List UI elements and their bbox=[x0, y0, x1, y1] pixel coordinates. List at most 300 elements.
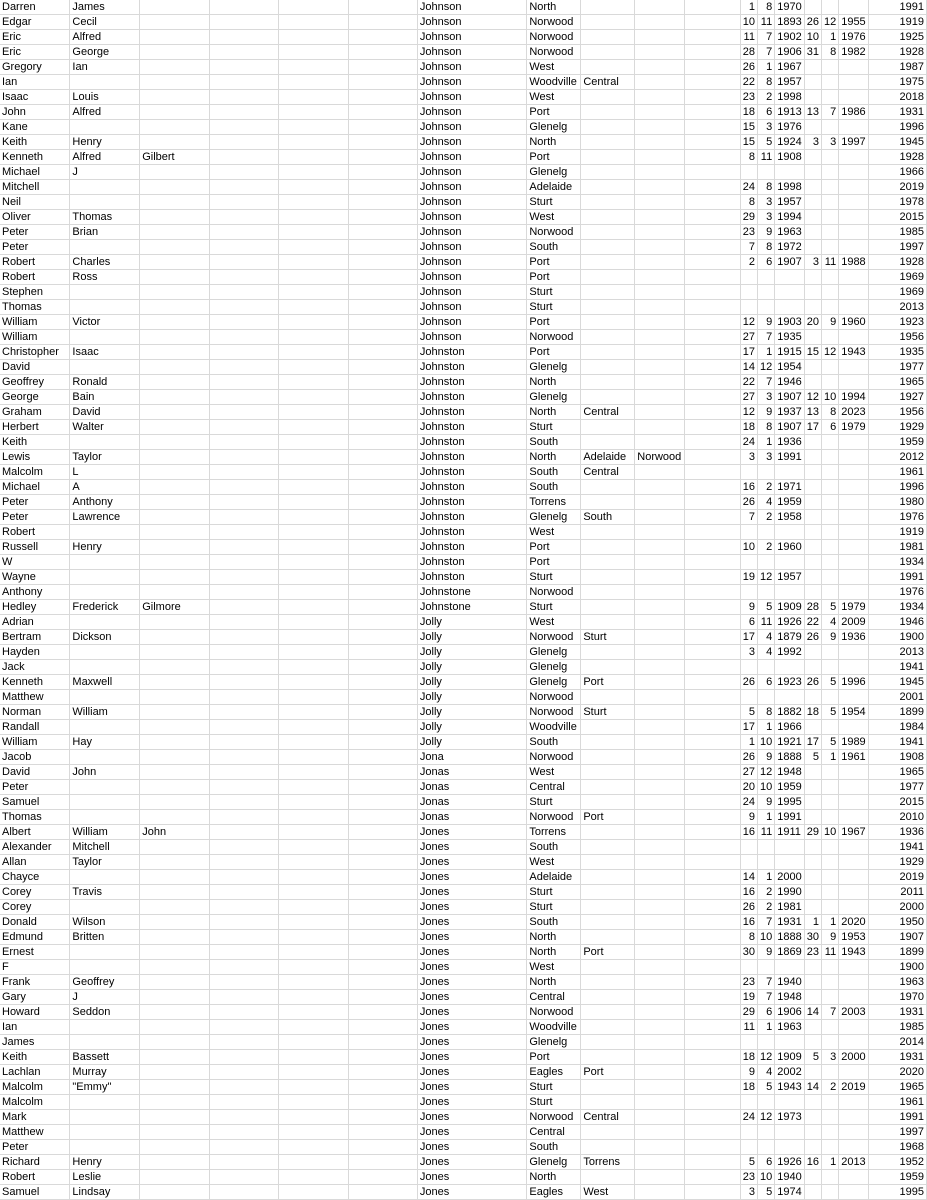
cell-club-3[interactable] bbox=[635, 840, 685, 855]
cell-birth-year[interactable] bbox=[775, 525, 804, 540]
cell-debut-year[interactable]: 1984 bbox=[869, 720, 927, 735]
cell-club-1[interactable]: Norwood bbox=[527, 15, 581, 30]
cell-birth-day[interactable]: 12 bbox=[740, 405, 757, 420]
cell-death-year[interactable]: 1986 bbox=[839, 105, 869, 120]
cell-birth-year[interactable]: 1926 bbox=[775, 615, 804, 630]
cell-empty[interactable] bbox=[279, 1035, 348, 1050]
cell-surname[interactable]: Jones bbox=[417, 1065, 526, 1080]
cell-debut-year[interactable]: 1923 bbox=[869, 315, 927, 330]
cell-empty[interactable] bbox=[685, 435, 740, 450]
cell-empty[interactable] bbox=[209, 1080, 278, 1095]
cell-death-year[interactable]: 2020 bbox=[839, 915, 869, 930]
cell-first-name[interactable]: Samuel bbox=[0, 795, 70, 810]
cell-empty[interactable] bbox=[348, 570, 417, 585]
cell-third-name[interactable] bbox=[140, 735, 210, 750]
cell-empty[interactable] bbox=[348, 1020, 417, 1035]
cell-birth-month[interactable]: 12 bbox=[757, 570, 774, 585]
cell-surname[interactable]: Jones bbox=[417, 1080, 526, 1095]
cell-surname[interactable]: Jolly bbox=[417, 630, 526, 645]
cell-death-year[interactable] bbox=[839, 360, 869, 375]
cell-third-name[interactable] bbox=[140, 195, 210, 210]
cell-death-month[interactable]: 10 bbox=[821, 390, 838, 405]
cell-death-day[interactable] bbox=[804, 525, 821, 540]
cell-empty[interactable] bbox=[685, 270, 740, 285]
cell-third-name[interactable] bbox=[140, 435, 210, 450]
cell-surname[interactable]: Jones bbox=[417, 1185, 526, 1200]
cell-club-1[interactable]: Torrens bbox=[527, 495, 581, 510]
cell-birth-day[interactable]: 26 bbox=[740, 675, 757, 690]
cell-club-2[interactable] bbox=[581, 315, 635, 330]
cell-first-name[interactable]: Randall bbox=[0, 720, 70, 735]
cell-club-2[interactable] bbox=[581, 60, 635, 75]
cell-first-name[interactable]: William bbox=[0, 315, 70, 330]
cell-middle-name[interactable] bbox=[70, 1020, 140, 1035]
cell-middle-name[interactable]: Dickson bbox=[70, 630, 140, 645]
cell-empty[interactable] bbox=[209, 240, 278, 255]
cell-birth-year[interactable] bbox=[775, 165, 804, 180]
cell-empty[interactable] bbox=[209, 885, 278, 900]
cell-club-1[interactable]: North bbox=[527, 135, 581, 150]
cell-club-3[interactable] bbox=[635, 210, 685, 225]
cell-club-2[interactable] bbox=[581, 1095, 635, 1110]
cell-empty[interactable] bbox=[279, 360, 348, 375]
cell-birth-month[interactable]: 5 bbox=[757, 1185, 774, 1200]
cell-birth-month[interactable] bbox=[757, 660, 774, 675]
cell-club-3[interactable] bbox=[635, 1170, 685, 1185]
cell-birth-month[interactable]: 7 bbox=[757, 915, 774, 930]
cell-birth-day[interactable]: 7 bbox=[740, 510, 757, 525]
cell-middle-name[interactable]: Isaac bbox=[70, 345, 140, 360]
cell-birth-month[interactable]: 11 bbox=[757, 150, 774, 165]
cell-debut-year[interactable]: 1961 bbox=[869, 465, 927, 480]
cell-middle-name[interactable]: Bassett bbox=[70, 1050, 140, 1065]
cell-club-1[interactable]: South bbox=[527, 465, 581, 480]
cell-birth-month[interactable]: 5 bbox=[757, 135, 774, 150]
cell-birth-month[interactable]: 5 bbox=[757, 600, 774, 615]
cell-club-3[interactable] bbox=[635, 810, 685, 825]
cell-birth-day[interactable]: 26 bbox=[740, 750, 757, 765]
cell-death-day[interactable]: 23 bbox=[804, 945, 821, 960]
cell-birth-month[interactable] bbox=[757, 300, 774, 315]
cell-middle-name[interactable]: Lawrence bbox=[70, 510, 140, 525]
cell-first-name[interactable]: Keith bbox=[0, 1050, 70, 1065]
cell-empty[interactable] bbox=[209, 945, 278, 960]
cell-club-2[interactable] bbox=[581, 195, 635, 210]
cell-empty[interactable] bbox=[348, 1140, 417, 1155]
cell-empty[interactable] bbox=[209, 1020, 278, 1035]
cell-debut-year[interactable]: 1991 bbox=[869, 570, 927, 585]
cell-debut-year[interactable]: 1969 bbox=[869, 285, 927, 300]
cell-empty[interactable] bbox=[348, 240, 417, 255]
cell-first-name[interactable]: Malcolm bbox=[0, 465, 70, 480]
cell-empty[interactable] bbox=[348, 270, 417, 285]
cell-debut-year[interactable]: 1952 bbox=[869, 1155, 927, 1170]
cell-empty[interactable] bbox=[685, 210, 740, 225]
cell-birth-day[interactable]: 3 bbox=[740, 645, 757, 660]
cell-middle-name[interactable] bbox=[70, 330, 140, 345]
cell-death-day[interactable] bbox=[804, 180, 821, 195]
cell-death-month[interactable] bbox=[821, 330, 838, 345]
cell-middle-name[interactable]: William bbox=[70, 825, 140, 840]
cell-middle-name[interactable]: Maxwell bbox=[70, 675, 140, 690]
cell-death-day[interactable]: 3 bbox=[804, 255, 821, 270]
cell-empty[interactable] bbox=[685, 285, 740, 300]
cell-debut-year[interactable]: 2012 bbox=[869, 450, 927, 465]
cell-birth-day[interactable] bbox=[740, 855, 757, 870]
cell-death-month[interactable] bbox=[821, 840, 838, 855]
cell-death-day[interactable]: 1 bbox=[804, 915, 821, 930]
cell-empty[interactable] bbox=[209, 675, 278, 690]
cell-middle-name[interactable] bbox=[70, 900, 140, 915]
cell-empty[interactable] bbox=[685, 915, 740, 930]
cell-surname[interactable]: Johnson bbox=[417, 300, 526, 315]
cell-club-3[interactable] bbox=[635, 870, 685, 885]
cell-death-day[interactable] bbox=[804, 1170, 821, 1185]
cell-club-2[interactable] bbox=[581, 1050, 635, 1065]
cell-club-3[interactable] bbox=[635, 150, 685, 165]
cell-empty[interactable] bbox=[685, 240, 740, 255]
cell-first-name[interactable]: David bbox=[0, 765, 70, 780]
cell-club-2[interactable]: Central bbox=[581, 405, 635, 420]
cell-death-day[interactable] bbox=[804, 855, 821, 870]
cell-middle-name[interactable] bbox=[70, 1095, 140, 1110]
cell-club-1[interactable]: Norwood bbox=[527, 750, 581, 765]
cell-death-month[interactable] bbox=[821, 225, 838, 240]
cell-empty[interactable] bbox=[685, 975, 740, 990]
cell-birth-day[interactable]: 8 bbox=[740, 150, 757, 165]
cell-death-year[interactable] bbox=[839, 375, 869, 390]
cell-club-3[interactable] bbox=[635, 1155, 685, 1170]
cell-third-name[interactable] bbox=[140, 420, 210, 435]
cell-empty[interactable] bbox=[209, 960, 278, 975]
cell-empty[interactable] bbox=[209, 450, 278, 465]
cell-death-year[interactable]: 1943 bbox=[839, 345, 869, 360]
cell-empty[interactable] bbox=[685, 90, 740, 105]
cell-empty[interactable] bbox=[209, 990, 278, 1005]
cell-birth-year[interactable]: 1888 bbox=[775, 930, 804, 945]
cell-first-name[interactable]: Norman bbox=[0, 705, 70, 720]
cell-club-2[interactable] bbox=[581, 570, 635, 585]
cell-empty[interactable] bbox=[279, 315, 348, 330]
cell-debut-year[interactable]: 1945 bbox=[869, 135, 927, 150]
cell-death-month[interactable] bbox=[821, 645, 838, 660]
cell-club-3[interactable] bbox=[635, 1035, 685, 1050]
cell-club-2[interactable]: Port bbox=[581, 675, 635, 690]
cell-empty[interactable] bbox=[279, 510, 348, 525]
cell-surname[interactable]: Johnson bbox=[417, 180, 526, 195]
cell-club-2[interactable] bbox=[581, 120, 635, 135]
cell-birth-month[interactable]: 4 bbox=[757, 495, 774, 510]
cell-empty[interactable] bbox=[279, 915, 348, 930]
cell-empty[interactable] bbox=[209, 555, 278, 570]
cell-death-month[interactable]: 5 bbox=[821, 675, 838, 690]
cell-empty[interactable] bbox=[279, 645, 348, 660]
cell-birth-month[interactable]: 2 bbox=[757, 480, 774, 495]
cell-empty[interactable] bbox=[279, 900, 348, 915]
cell-empty[interactable] bbox=[685, 1080, 740, 1095]
cell-middle-name[interactable] bbox=[70, 810, 140, 825]
cell-club-2[interactable] bbox=[581, 150, 635, 165]
cell-birth-day[interactable]: 3 bbox=[740, 450, 757, 465]
cell-middle-name[interactable]: Alfred bbox=[70, 30, 140, 45]
cell-birth-year[interactable] bbox=[775, 660, 804, 675]
cell-death-day[interactable] bbox=[804, 60, 821, 75]
cell-empty[interactable] bbox=[685, 60, 740, 75]
cell-empty[interactable] bbox=[279, 795, 348, 810]
cell-club-3[interactable] bbox=[635, 360, 685, 375]
cell-club-2[interactable]: Sturt bbox=[581, 705, 635, 720]
cell-death-month[interactable]: 1 bbox=[821, 30, 838, 45]
cell-death-year[interactable]: 1960 bbox=[839, 315, 869, 330]
cell-club-1[interactable]: Sturt bbox=[527, 600, 581, 615]
cell-debut-year[interactable]: 1985 bbox=[869, 225, 927, 240]
cell-middle-name[interactable]: J bbox=[70, 990, 140, 1005]
cell-third-name[interactable] bbox=[140, 330, 210, 345]
cell-empty[interactable] bbox=[209, 90, 278, 105]
cell-empty[interactable] bbox=[279, 585, 348, 600]
cell-third-name[interactable] bbox=[140, 990, 210, 1005]
cell-birth-year[interactable] bbox=[775, 285, 804, 300]
cell-empty[interactable] bbox=[685, 675, 740, 690]
cell-first-name[interactable]: Corey bbox=[0, 885, 70, 900]
cell-death-day[interactable] bbox=[804, 810, 821, 825]
cell-empty[interactable] bbox=[685, 1140, 740, 1155]
cell-club-3[interactable] bbox=[635, 465, 685, 480]
cell-club-1[interactable]: Woodville bbox=[527, 1020, 581, 1035]
cell-third-name[interactable] bbox=[140, 120, 210, 135]
cell-middle-name[interactable]: Charles bbox=[70, 255, 140, 270]
cell-birth-day[interactable]: 14 bbox=[740, 360, 757, 375]
cell-empty[interactable] bbox=[279, 300, 348, 315]
cell-empty[interactable] bbox=[279, 1095, 348, 1110]
cell-death-month[interactable] bbox=[821, 1095, 838, 1110]
cell-death-year[interactable] bbox=[839, 840, 869, 855]
cell-death-year[interactable]: 2019 bbox=[839, 1080, 869, 1095]
cell-death-day[interactable] bbox=[804, 1065, 821, 1080]
cell-club-2[interactable] bbox=[581, 870, 635, 885]
cell-empty[interactable] bbox=[279, 840, 348, 855]
cell-birth-day[interactable]: 11 bbox=[740, 30, 757, 45]
cell-empty[interactable] bbox=[685, 840, 740, 855]
cell-empty[interactable] bbox=[348, 165, 417, 180]
cell-surname[interactable]: Johnson bbox=[417, 15, 526, 30]
cell-club-3[interactable] bbox=[635, 510, 685, 525]
cell-club-2[interactable] bbox=[581, 495, 635, 510]
cell-third-name[interactable] bbox=[140, 270, 210, 285]
cell-club-1[interactable]: Port bbox=[527, 255, 581, 270]
cell-club-2[interactable] bbox=[581, 525, 635, 540]
cell-birth-year[interactable]: 1998 bbox=[775, 180, 804, 195]
cell-death-month[interactable] bbox=[821, 495, 838, 510]
cell-club-2[interactable] bbox=[581, 735, 635, 750]
cell-empty[interactable] bbox=[685, 375, 740, 390]
cell-empty[interactable] bbox=[348, 855, 417, 870]
cell-club-3[interactable] bbox=[635, 705, 685, 720]
cell-club-2[interactable] bbox=[581, 375, 635, 390]
cell-death-day[interactable] bbox=[804, 1095, 821, 1110]
cell-surname[interactable]: Johnston bbox=[417, 510, 526, 525]
cell-empty[interactable] bbox=[279, 600, 348, 615]
cell-birth-year[interactable]: 1963 bbox=[775, 225, 804, 240]
cell-surname[interactable]: Johnson bbox=[417, 165, 526, 180]
cell-empty[interactable] bbox=[348, 195, 417, 210]
cell-birth-month[interactable]: 9 bbox=[757, 795, 774, 810]
cell-empty[interactable] bbox=[348, 390, 417, 405]
cell-birth-day[interactable] bbox=[740, 1125, 757, 1140]
cell-debut-year[interactable]: 1991 bbox=[869, 0, 927, 15]
cell-death-month[interactable] bbox=[821, 1065, 838, 1080]
cell-death-month[interactable] bbox=[821, 855, 838, 870]
cell-third-name[interactable] bbox=[140, 15, 210, 30]
cell-death-day[interactable] bbox=[804, 885, 821, 900]
cell-empty[interactable] bbox=[348, 375, 417, 390]
cell-third-name[interactable] bbox=[140, 645, 210, 660]
cell-club-3[interactable] bbox=[635, 855, 685, 870]
cell-empty[interactable] bbox=[279, 465, 348, 480]
cell-club-3[interactable] bbox=[635, 270, 685, 285]
cell-first-name[interactable]: Eric bbox=[0, 45, 70, 60]
cell-first-name[interactable]: Kenneth bbox=[0, 675, 70, 690]
cell-club-1[interactable]: West bbox=[527, 855, 581, 870]
cell-death-day[interactable] bbox=[804, 150, 821, 165]
cell-middle-name[interactable]: James bbox=[70, 0, 140, 15]
cell-death-year[interactable] bbox=[839, 0, 869, 15]
cell-club-3[interactable] bbox=[635, 540, 685, 555]
cell-club-2[interactable] bbox=[581, 1005, 635, 1020]
cell-empty[interactable] bbox=[348, 885, 417, 900]
cell-empty[interactable] bbox=[685, 30, 740, 45]
cell-middle-name[interactable]: J bbox=[70, 165, 140, 180]
cell-surname[interactable]: Johnson bbox=[417, 0, 526, 15]
cell-birth-day[interactable]: 29 bbox=[740, 210, 757, 225]
cell-empty[interactable] bbox=[209, 15, 278, 30]
cell-death-year[interactable]: 1967 bbox=[839, 825, 869, 840]
cell-empty[interactable] bbox=[685, 330, 740, 345]
cell-birth-year[interactable]: 1990 bbox=[775, 885, 804, 900]
cell-club-2[interactable] bbox=[581, 855, 635, 870]
cell-death-year[interactable] bbox=[839, 120, 869, 135]
cell-middle-name[interactable]: Bain bbox=[70, 390, 140, 405]
cell-club-2[interactable] bbox=[581, 165, 635, 180]
cell-birth-month[interactable] bbox=[757, 1095, 774, 1110]
cell-birth-month[interactable]: 1 bbox=[757, 60, 774, 75]
cell-death-month[interactable] bbox=[821, 120, 838, 135]
cell-death-month[interactable] bbox=[821, 720, 838, 735]
cell-third-name[interactable] bbox=[140, 840, 210, 855]
cell-death-month[interactable] bbox=[821, 360, 838, 375]
cell-birth-month[interactable]: 7 bbox=[757, 990, 774, 1005]
cell-debut-year[interactable]: 1931 bbox=[869, 105, 927, 120]
cell-club-1[interactable]: Norwood bbox=[527, 30, 581, 45]
cell-club-2[interactable] bbox=[581, 1080, 635, 1095]
cell-middle-name[interactable]: Murray bbox=[70, 1065, 140, 1080]
cell-empty[interactable] bbox=[209, 645, 278, 660]
cell-birth-year[interactable]: 1967 bbox=[775, 60, 804, 75]
cell-middle-name[interactable]: Alfred bbox=[70, 150, 140, 165]
cell-death-year[interactable] bbox=[839, 1140, 869, 1155]
cell-middle-name[interactable]: Taylor bbox=[70, 855, 140, 870]
cell-death-month[interactable] bbox=[821, 1185, 838, 1200]
cell-debut-year[interactable]: 1985 bbox=[869, 1020, 927, 1035]
cell-empty[interactable] bbox=[279, 780, 348, 795]
cell-first-name[interactable]: Malcolm bbox=[0, 1095, 70, 1110]
cell-empty[interactable] bbox=[685, 525, 740, 540]
cell-club-2[interactable] bbox=[581, 45, 635, 60]
cell-club-3[interactable] bbox=[635, 825, 685, 840]
cell-club-3[interactable] bbox=[635, 885, 685, 900]
cell-empty[interactable] bbox=[685, 570, 740, 585]
cell-club-1[interactable]: South bbox=[527, 435, 581, 450]
cell-empty[interactable] bbox=[209, 525, 278, 540]
cell-empty[interactable] bbox=[209, 495, 278, 510]
cell-empty[interactable] bbox=[279, 45, 348, 60]
cell-death-month[interactable] bbox=[821, 900, 838, 915]
cell-birth-day[interactable] bbox=[740, 525, 757, 540]
cell-third-name[interactable] bbox=[140, 345, 210, 360]
cell-middle-name[interactable] bbox=[70, 615, 140, 630]
cell-club-1[interactable]: North bbox=[527, 975, 581, 990]
cell-debut-year[interactable]: 1995 bbox=[869, 1185, 927, 1200]
cell-surname[interactable]: Johnson bbox=[417, 45, 526, 60]
cell-first-name[interactable]: Geoffrey bbox=[0, 375, 70, 390]
cell-surname[interactable]: Jones bbox=[417, 1155, 526, 1170]
cell-birth-day[interactable]: 27 bbox=[740, 390, 757, 405]
cell-empty[interactable] bbox=[685, 615, 740, 630]
cell-empty[interactable] bbox=[685, 735, 740, 750]
cell-death-day[interactable] bbox=[804, 285, 821, 300]
cell-first-name[interactable]: F bbox=[0, 960, 70, 975]
cell-debut-year[interactable]: 2000 bbox=[869, 900, 927, 915]
cell-birth-day[interactable]: 9 bbox=[740, 1065, 757, 1080]
cell-death-year[interactable]: 1997 bbox=[839, 135, 869, 150]
cell-debut-year[interactable]: 1996 bbox=[869, 120, 927, 135]
cell-birth-day[interactable]: 9 bbox=[740, 600, 757, 615]
cell-club-1[interactable]: South bbox=[527, 240, 581, 255]
cell-death-day[interactable] bbox=[804, 840, 821, 855]
cell-birth-month[interactable]: 8 bbox=[757, 240, 774, 255]
cell-debut-year[interactable]: 1997 bbox=[869, 1125, 927, 1140]
cell-death-year[interactable]: 1989 bbox=[839, 735, 869, 750]
cell-debut-year[interactable]: 1996 bbox=[869, 480, 927, 495]
cell-empty[interactable] bbox=[209, 120, 278, 135]
cell-death-month[interactable] bbox=[821, 180, 838, 195]
cell-club-2[interactable] bbox=[581, 435, 635, 450]
cell-first-name[interactable]: David bbox=[0, 360, 70, 375]
cell-club-2[interactable] bbox=[581, 225, 635, 240]
cell-debut-year[interactable]: 1931 bbox=[869, 1005, 927, 1020]
cell-first-name[interactable]: Allan bbox=[0, 855, 70, 870]
cell-birth-year[interactable]: 1976 bbox=[775, 120, 804, 135]
cell-death-year[interactable] bbox=[839, 555, 869, 570]
cell-club-3[interactable] bbox=[635, 75, 685, 90]
cell-empty[interactable] bbox=[209, 480, 278, 495]
cell-empty[interactable] bbox=[209, 330, 278, 345]
cell-middle-name[interactable] bbox=[70, 1035, 140, 1050]
cell-empty[interactable] bbox=[209, 345, 278, 360]
cell-birth-day[interactable]: 3 bbox=[740, 1185, 757, 1200]
cell-empty[interactable] bbox=[209, 810, 278, 825]
cell-club-2[interactable] bbox=[581, 1020, 635, 1035]
cell-empty[interactable] bbox=[279, 330, 348, 345]
cell-empty[interactable] bbox=[209, 315, 278, 330]
cell-empty[interactable] bbox=[348, 180, 417, 195]
cell-first-name[interactable]: Thomas bbox=[0, 810, 70, 825]
cell-death-year[interactable] bbox=[839, 435, 869, 450]
cell-club-3[interactable] bbox=[635, 135, 685, 150]
cell-empty[interactable] bbox=[348, 735, 417, 750]
cell-empty[interactable] bbox=[685, 630, 740, 645]
cell-club-1[interactable]: Norwood bbox=[527, 1110, 581, 1125]
